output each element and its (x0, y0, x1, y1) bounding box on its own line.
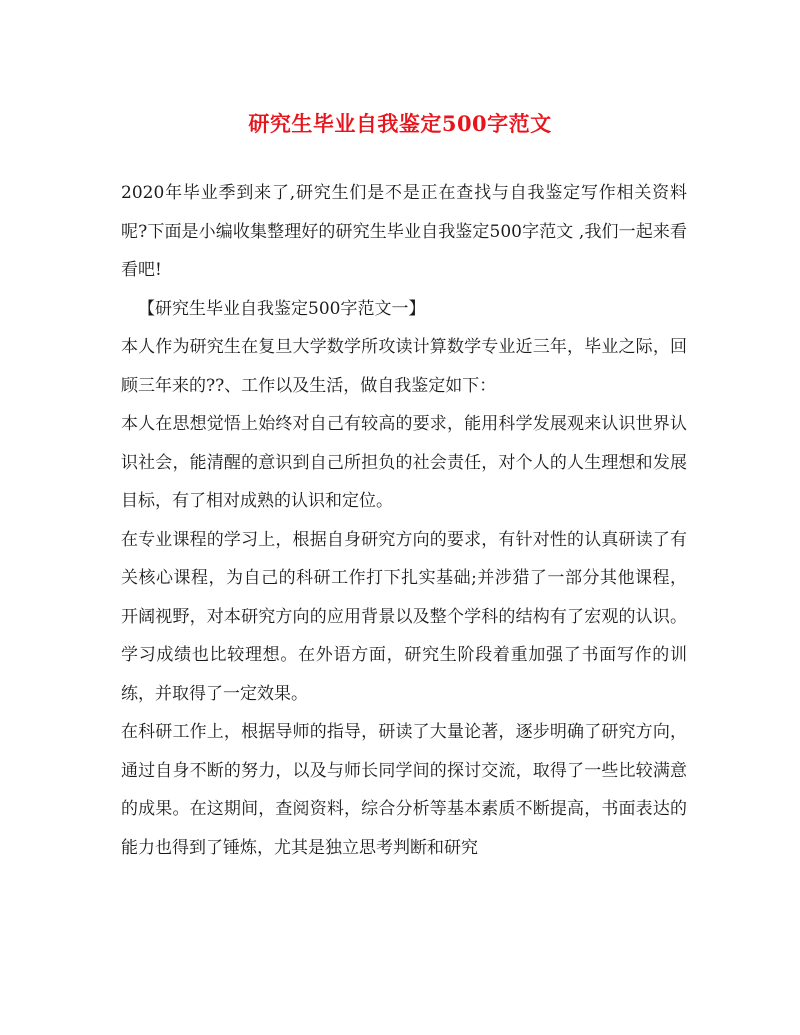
body-paragraph-3: 在专业课程的学习上，根据自身研究方向的要求，有针对性的认真研读了有关核心课程，为自己的科研工作打下扎实基础;并涉猎了一部分其他课程，开阔视野，对本研究方向的应用背景以及整个学科的结构有了宏观的认识。学习成绩也比较理想。在外语方面，研究生阶段着重加强了书面写作的训练，并取得了一定效果。 (121, 529, 687, 704)
section-heading: 【研究生毕业自我鉴定500字范文一】 (138, 298, 426, 319)
document-title: 研究生毕业自我鉴定500字范文 (248, 111, 552, 136)
body-paragraph-2: 本人在思想觉悟上始终对自己有较高的要求，能用科学发展观来认识世界认识社会，能清醒的意识到自己所担负的社会责任，对个人的人生理想和发展目标，有了相对成熟的认识和定位。 (121, 414, 687, 511)
intro-paragraph: 2020年毕业季到来了,研究生们是不是正在查找与自我鉴定写作相关资料呢?下面是小编收集整理好的研究生毕业自我鉴定500字范文 ,我们一起来看看吧! (121, 183, 687, 280)
body-paragraph-4: 在科研工作上，根据导师的指导，研读了大量论著，逐步明确了研究方向，通过自身不断的努力，以及与师长同学间的探讨交流，取得了一些比较满意的成果。在这期间，查阅资料，综合分析等基本素质不断提高，书面表达的能力也得到了锤炼，尤其是独立思考判断和研究 (121, 722, 687, 858)
body-paragraph-1: 本人作为研究生在复旦大学数学所攻读计算数学专业近三年，毕业之际，回顾三年来的??、工作以及生活，做自我鉴定如下： (121, 337, 687, 396)
document-body (121, 174, 687, 867)
